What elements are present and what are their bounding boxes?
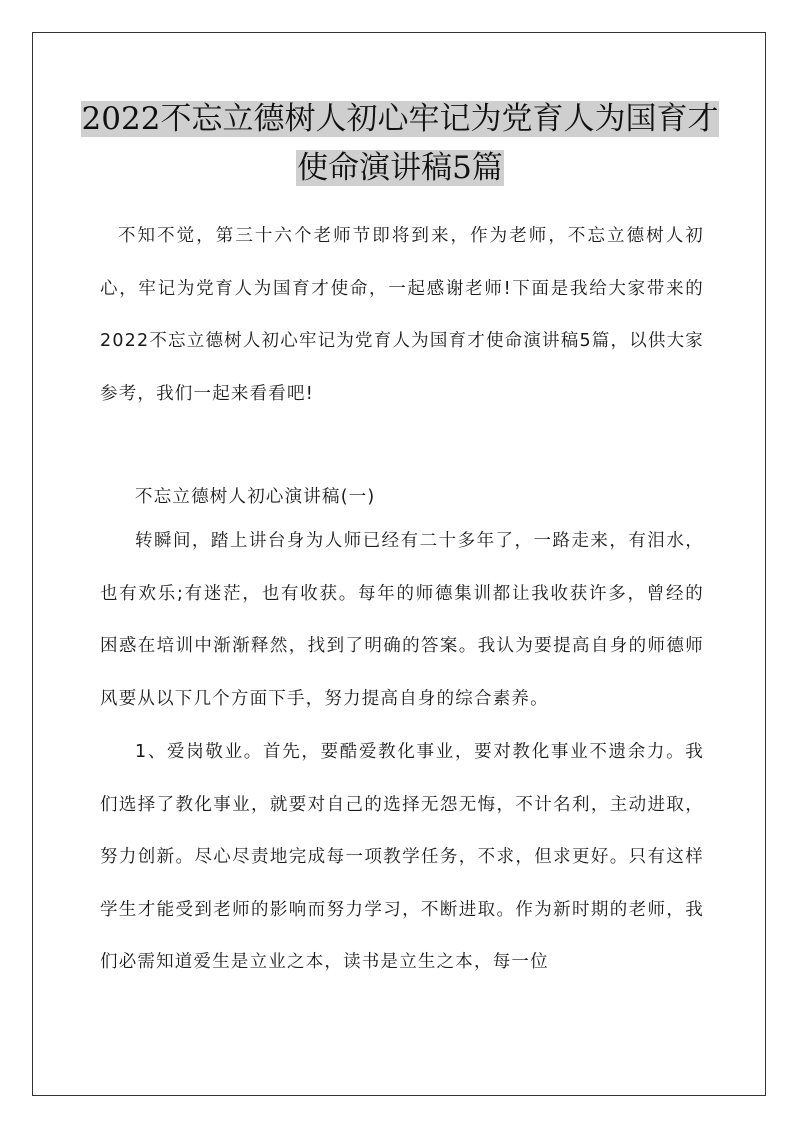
body-paragraph-1: 转瞬间，踏上讲台身为人师已经有二十多年了，一路走来，有泪水，也有欢乐;有迷茫，也有收获。每年的师德集训都让我收获许多，曾经的困惑在培训中渐渐释然，找到了明确的答案。我认为要提高自身的师德师风要从以下几个方面下手，努力提高自身的综合素养。 [100, 531, 704, 709]
intro-paragraph: 不知不觉，第三十六个老师节即将到来，作为老师，不忘立德树人初心，牢记为党育人为国育才使命，一起感谢老师!下面是我给大家带来的2022不忘立德树人初心牢记为党育人为国育才使命演讲稿5篇，以供大家参考，我们一起来看看吧! [100, 226, 704, 404]
document-title [60, 95, 740, 193]
body-paragraph-2: 1、爱岗敬业。首先，要酷爱教化事业，要对教化事业不遗余力。我们选择了教化事业，就要对自己的选择无怨无悔，不计名利，主动进取，努力创新。尽心尽责地完成每一项教学任务，不求，但求更好。只有这样学生才能受到老师的影响而努力学习，不断进取。作为新时期的老师，我们必需知道爱生是立业之本，读书是立生之本，每一位 [100, 742, 704, 972]
section-heading: 不忘立德树人初心演讲稿(一) [135, 487, 376, 507]
title-line-1: 2022不忘立德树人初心牢记为党育人为国育才 [81, 101, 719, 137]
title-line-2: 使命演讲稿5篇 [297, 150, 503, 186]
